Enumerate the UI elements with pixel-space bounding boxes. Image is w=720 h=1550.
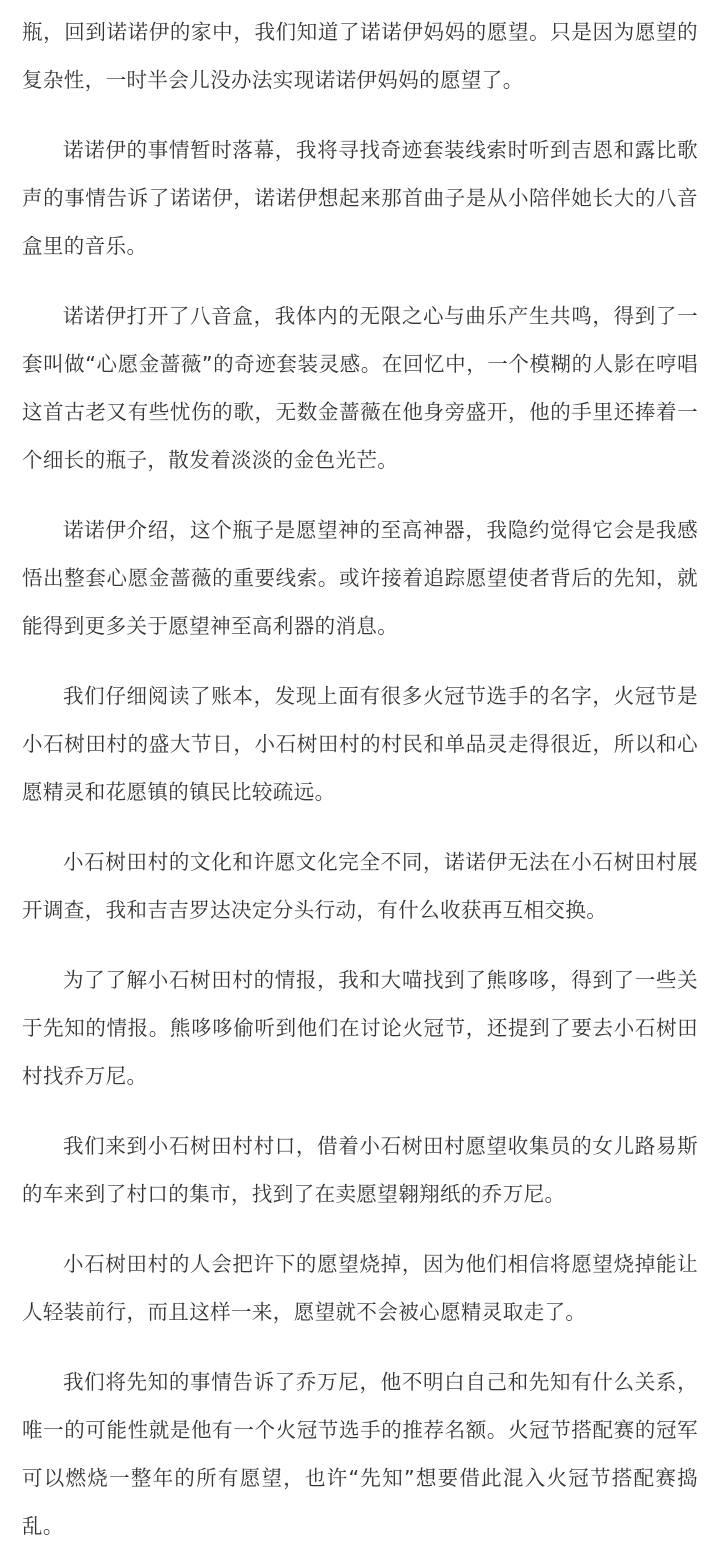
paragraph-continuation: 瓶，回到诺诺伊的家中，我们知道了诺诺伊妈妈的愿望。只是因为愿望的复杂性，一时半会儿没办法实现诺诺伊妈妈的愿望了。: [22, 20, 698, 92]
paragraph: 诺诺伊的事情暂时落幕，我将寻找奇迹套装线索时听到吉恩和露比歌声的事情告诉了诺诺伊，诺诺伊想起来那首曲子是从小陪伴她长大的八音盒里的音乐。: [22, 138, 698, 258]
paragraph: 小石树田村的人会把许下的愿望烧掉，因为他们相信将愿望烧掉能让人轻装前行，而且这样一来，愿望就不会被心愿精灵取走了。: [22, 1252, 698, 1324]
paragraph: 我们将先知的事情告诉了乔万尼，他不明白自己和先知有什么关系，唯一的可能性就是他有一个火冠节选手的推荐名额。火冠节搭配赛的冠军可以燃烧一整年的所有愿望，也许“先知”想要借此混入火冠节搭配赛捣乱。: [22, 1370, 698, 1538]
paragraph: 我们来到小石树田村村口，借着小石树田村愿望收集员的女儿路易斯的车来到了村口的集市，找到了在卖愿望翱翔纸的乔万尼。: [22, 1134, 698, 1206]
paragraph: 诺诺伊介绍，这个瓶子是愿望神的至高神器，我隐约觉得它会是我感悟出整套心愿金蔷薇的重要线索。或许接着追踪愿望使者背后的先知，就能得到更多关于愿望神至高利器的消息。: [22, 518, 698, 638]
paragraph: 小石树田村的文化和许愿文化完全不同，诺诺伊无法在小石树田村展开调查，我和吉吉罗达决定分头行动，有什么收获再互相交换。: [22, 850, 698, 922]
paragraph: 我们仔细阅读了账本，发现上面有很多火冠节选手的名字，火冠节是小石树田村的盛大节日，小石树田村的村民和单品灵走得很近，所以和心愿精灵和花愿镇的镇民比较疏远。: [22, 684, 698, 804]
paragraph: 为了了解小石树田村的情报，我和大喵找到了熊哆哆，得到了一些关于先知的情报。熊哆哆偷听到他们在讨论火冠节，还提到了要去小石树田村找乔万尼。: [22, 968, 698, 1088]
paragraph: 诺诺伊打开了八音盒，我体内的无限之心与曲乐产生共鸣，得到了一套叫做“心愿金蔷薇”的奇迹套装灵感。在回忆中，一个模糊的人影在哼唱这首古老又有些忧伤的歌，无数金蔷薇在他身旁盛开，他的手里还捧着一个细长的瓶子，散发着淡淡的金色光芒。: [22, 304, 698, 472]
